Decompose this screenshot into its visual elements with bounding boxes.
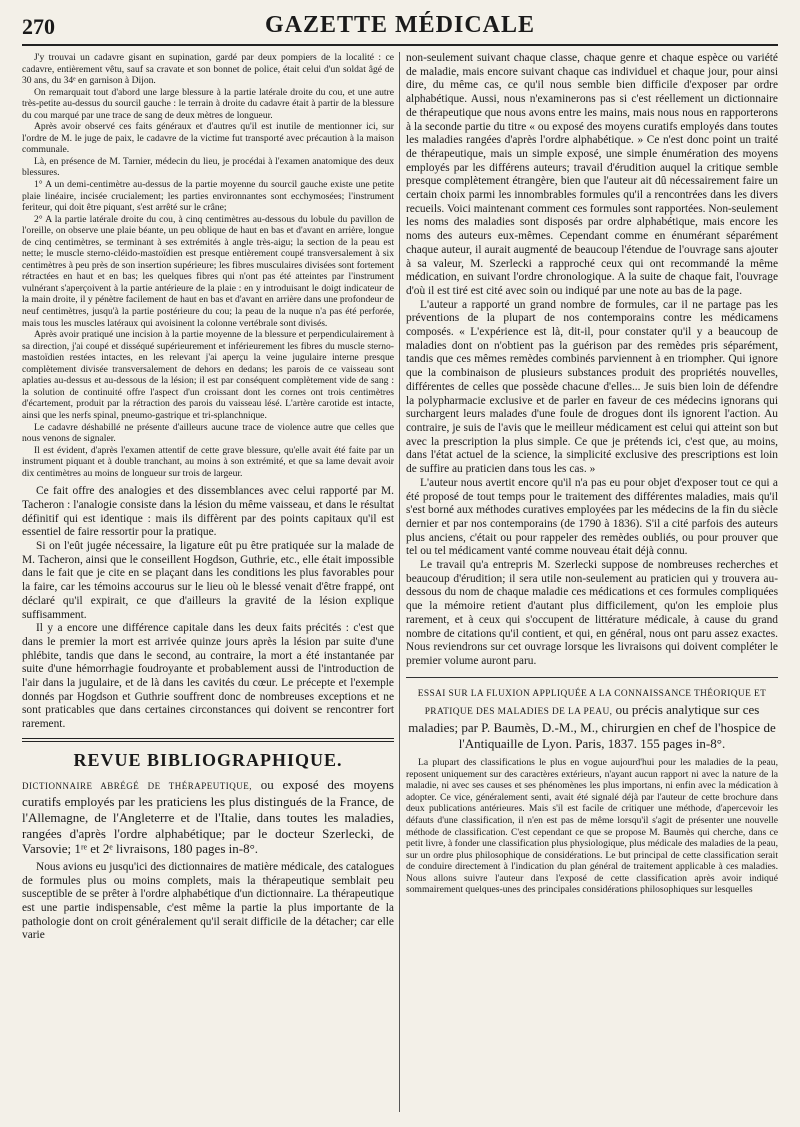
review-paragraph: L'auteur nous avertit encore qu'il n'a pas eu pour objet d'exposer tout ce qui a été proposé de tout temps pour le traitement des différentes maladies, mais qu'il s'est borné aux méthodes curatives employées par les médecins de la fin du siècle dernier et par nos contemporains (de 1790 à 1836). S'il a cité parfois des auteurs plus anciens, c'était ou pour rappeler des remèdes oubliés, ou pour prouver que tel ou tel médicament vanté comme nouveau était déjà connu. bbox=[406, 476, 778, 558]
essay-paragraph: La plupart des classifications le plus en vogue aujourd'hui pour les maladies de la peau, reposent uniquement sur des caractères extérieurs, n'ayant aucun rapport ni avec la nature de la maladie, ni avec ses causes et ses phénomènes les plus importans, ni enfin avec la médication à adopter. Ce vice, généralement senti, avait été signalé déjà par l'auteur de cette brochure dans deux publications antérieures. Mais s'il est facile de critiquer une méthode, d'apercevoir les défauts d'une classification, il n'en est pas de même lorsqu'il s'agit de présenter une nouvelle méthode de classification. C'est cependant ce que se propose M. Baumès qui cherche, dans ce petit livre, à fonder une classification plus physiologique, plus médicale des maladies de la peau, sur un ordre plus philosophique de considérations. Le but principal de cette classification serait de conduire directement à l'indication du plan général de traitement applicable à ces maladies. Nous allons suivre l'auteur dans l'exposé de cette classification après avoir indiqué sommairement quelques-unes des principales considérations philosophiques sur lesquelles bbox=[406, 757, 778, 896]
review-paragraph: non-seulement suivant chaque classe, chaque genre et chaque espèce ou variété de maladie, mais encore suivant chaque cas individuel et chaque jour, pour ainsi dire, du même cas, ce qu'il nous semble bien difficile d'exposer par ordre alphabétique. Aussi, nous n'examinerons pas si c'est réellement un dictionnaire de thérapeutique que nous avons entre les mains, mais nous nous en rapporterons à la seconde partie du titre « ou exposé des moyens curatifs employés dans toutes les maladies rangées d'après l'ordre alphabétique. » Ce n'est donc point un traité de thérapeutique, mais un simple exposé, une simple énumération des moyens employés par les différens auteurs; travail d'érudition auquel la critique semble presque complètement étrangère, bien que l'auteur ait dû nécessairement faire un certain choix parmi les innombrables formules qu'il a rencontrées dans les divers recueils. Voici maintenant comment ces formules sont rapportées. Non-seulement les noms des maladies sont disposés par ordre alphabétique, mais encore les noms des auteurs eux-mêmes. Cependant comme en énumérant séparément chaque auteur, il aurait augmenté de beaucoup l'étendue de l'ouvrage sans ajouter à sa valeur, M. Szerlecki a rapproché ceux qui ont recommandé la même médication, en suivant l'ordre chronologique. A la suite de chaque fait, l'ouvrage d'où il est tiré est cité avec soin ou indiqué par une note au bas de la page. bbox=[406, 52, 778, 297]
essay-title bbox=[406, 684, 778, 752]
right-column bbox=[406, 52, 778, 1112]
review-start bbox=[22, 861, 394, 943]
commentary-paragraph: Ce fait offre des analogies et des dissemblances avec celui rapporté par M. Tacheron : l'analogie consiste dans la lésion du même vaisseau, et dans le résultat définitif qui est identique : mais ils diffèrent par des points capitaux qu'il est essentiel de faire ressortir pour la pratique. bbox=[22, 485, 394, 539]
report-paragraph: On remarquait tout d'abord une large blessure à la partie latérale droite du cou, et une autre très-petite au-dessus du sourcil gauche : le terrain à droite du cadavre était à partir de la blessure du cou marqué par une trace de sang de deux mètres de longueur. bbox=[22, 86, 394, 121]
column-divider bbox=[399, 52, 400, 1112]
book-title-rest: ou exposé des moyens curatifs employés par les praticiens les plus distingués de la France, de l'Allemagne, de l'Angleterre et de l'Italie, dans toutes les maladies, rangées d'après l'ordre alphabétique; par le docteur Szerlecki, de Varsovie; 1ʳᵉ et 2ᵉ livraisons, 180 pages in-8°. bbox=[22, 776, 394, 857]
section-rule bbox=[22, 738, 394, 742]
report-paragraph: Après avoir pratiqué une incision à la partie moyenne de la blessure et perpendiculairement à sa direction, j'ai coupé et disséqué supérieurement et inférieurement les fibres du muscle sterno-mastoïdien restées intactes, en les relevant j'ai aperçu la veine jugulaire interne presque complètement divisée transversalement de dehors en dedans; les parois de ce vaisseau sont aplaties au-dessus et au-dessous de la lésion; il est par conséquent complètement vide de sang : la solution de continuité offre l'aspect d'un croissant dont les cornes ont trois centimètres d'écartement, produit par la rétraction des parois du vaisseau lésé. L'artère carotide est intacte, ainsi que les nerfs spinal, pneumo-gastrique et tri-splanchnique. bbox=[22, 329, 394, 421]
page-number: 270 bbox=[22, 14, 55, 39]
book-title-caps: DICTIONNAIRE ABRÉGÉ DE THÉRAPEUTIQUE, bbox=[22, 780, 252, 791]
running-title: GAZETTE MÉDICALE bbox=[264, 12, 536, 38]
report-paragraph: Après avoir observé ces faits généraux et d'autres qu'il est inutile de mentionner ici, sur l'ordre de M. le juge de paix, le cadavre de la victime fut transporté avec précaution à la maison communale. bbox=[22, 121, 394, 156]
entry-separator bbox=[406, 677, 778, 678]
report-paragraph: J'y trouvai un cadavre gisant en supination, gardé par deux pompiers de la localité : ce cadavre, entièrement vêtu, sauf sa cravate et son bonnet de police, était celui d'un soldat âgé de 30 ans, du 34ᵉ en garnison à Dijon. bbox=[22, 52, 394, 87]
report-paragraph: Là, en présence de M. Tarnier, médecin du lieu, je procédai à l'examen anatomique des deux blessures. bbox=[22, 155, 394, 179]
book-entry-title bbox=[22, 777, 394, 857]
section-title: REVUE BIBLIOGRAPHIQUE. bbox=[73, 749, 343, 770]
commentary-paragraph: Si on l'eût jugée nécessaire, la ligature eût pu être pratiquée sur la malade de M. Tacheron, ainsi que le conseillent Hogdson, Guthrie, etc., elle était impossible dans le fait que je cite en se plaçant dans les conditions les plus favorables pour la faire, car les témoins accourus sur le lieu où le blessé venait d'être frappé, ont déclaré qu'il expirait, ce que d'ailleurs la gravité de la lésion explique suffisamment. bbox=[22, 540, 394, 621]
autopsy-report bbox=[22, 52, 394, 479]
left-column bbox=[22, 52, 394, 1112]
essay-title-caps: ESSAI SUR LA FLUXION APPLIQUÉE A LA CONNAISSANCE THÉORIQUE ET PRATIQUE DES MALADIES DE LA PEAU, bbox=[417, 688, 767, 718]
report-paragraph: 1° A un demi-centimètre au-dessus de la partie moyenne du sourcil gauche existe une petite plaie linéaire, incisée crucialement; les parties environnantes sont ecchymosées; l'instrument feriteur, qui doit être piquant, s'est arrêté sur le crâne; bbox=[22, 179, 394, 214]
review-paragraph: L'auteur a rapporté un grand nombre de formules, car il ne partage pas les préventions de la plupart de nos contemporains contre les médicamens composés. « L'expérience est là, dit-il, pour constater qu'il y a beaucoup de maladies dont on n'obtient pas la guérison par des remèdes pris séparément, tandis que ces mêmes remèdes combinés parviennent à en triompher. Qui ignore que la combinaison de plusieurs substances produit des propriétés nouvelles, différentes de celles que possède chacune d'elles... Je suis bien loin de défendre la polypharmacie exclusive et de parler en faveur de ces médecins ignorans qui surchargent leurs malades d'une foule de drogues dont ils ignorent l'action. Au contraire, je suis de l'avis que le meilleur médicament est celui qui atteint son but avec la prescription la plus simple. Ce que je prétends ici, c'est que, au moins, dans l'état actuel de la science, la simplicité exclusive des prescriptions est loin de suffire au praticien dans tous les cas. » bbox=[406, 298, 778, 476]
essay-review bbox=[406, 757, 778, 896]
report-paragraph: Il est évident, d'après l'examen attentif de cette grave blessure, qu'elle avait été faite par un instrument piquant et à double tranchant, au moins à son extrémité, et que sa lame devait avoir dix centimètres au moins de longueur sur trois de largeur. bbox=[22, 444, 394, 479]
review-paragraph: Le travail qu'a entrepris M. Szerlecki suppose de nombreuses recherches et beaucoup d'érudition; il sera utile non-seulement au praticien qui y trouvera au-dessous du nom de chaque maladie ces médications et ces formules compliquées que la mémoire retient d'autant plus difficilement, qu'on les emploie plus rarement, et à ceux qui s'occupent de littérature médicale, à cause du grand nombre de citations qu'il contient, et qui, en général, nous ont paru assez exactes. Nous reviendrons sur cet ouvrage lorsque les livraisons qui doivent compléter le premier volume auront paru. bbox=[406, 559, 778, 667]
commentary-paragraph: Il y a encore une différence capitale dans les deux faits précités : c'est que dans le premier la mort est arrivée quinze jours après la lésion par suite d'une phlébite, tandis que dans le second, au contraire, la mort a été instantanée par suite d'une hémorrhagie foudroyante et probablement aussi de l'introduction de l'air dans la jugulaire, et de là dans les cavités du cœur. Le précepte et l'exemple donnés par Hogdson et Guthrie souffrent donc de nombreuses exceptions et ne sont praticables que dans certaines circonstances qui doivent se rencontrer fort rarement. bbox=[22, 622, 394, 731]
review-paragraph: Nous avions eu jusqu'ici des dictionnaires de matière médicale, des catalogues de formules plus ou moins complets, mais la thérapeutique semblait peu susceptible de se prêter à l'ordre alphabétique d'un dictionnaire. La thérapeutique est une partie indispensable, c'est même la partie la plus importante de la pathologie dont on croit généralement qu'il serait difficile de la détacher; car elle varie bbox=[22, 860, 394, 942]
report-paragraph: 2° A la partie latérale droite du cou, à cinq centimètres au-dessous du lobule du pavillon de l'oreille, on observe une plaie béante, un peu oblique de haut en bas et d'avant en arrière, longue de cinq centimètres, se terminant à ses extrémités à angle très-aigu; la section de la peau est nette; le muscle sterno-cléido-mastoïdien est presque entièrement coupé transversalement à six centimètres à peu près de son insertion supérieure; les fibres musculaires divisées sont fortement rétractées en haut et en bas; les quelques fibres qui n'ont pas été atteintes par l'instrument vulnérant s'aperçoivent à la partie antérieure de la plaie : en y introduisant le doigt indicateur de la main droite, il y pénètre facilement de haut en bas et d'avant en arrière dans une profondeur de neuf centimètres, jusqu'à la partie postérieure du cou; la peau de la nuque n'a pas été perforée, mais tous les muscles latéraux qui avoisinent la colonne vertébrale sont divisés. bbox=[22, 213, 394, 329]
review-continued bbox=[406, 52, 778, 669]
report-paragraph: Le cadavre déshabillé ne présente d'ailleurs aucune trace de violence autre que celles que nous venons de signaler. bbox=[22, 421, 394, 445]
commentary bbox=[22, 485, 394, 732]
page-header bbox=[22, 10, 778, 46]
essay-title-rest: ou précis analytique sur ces maladies; par P. Baumès, D.-M., M., chirurgien en chef de l'hospice de l'Antiquaille de Lyon. Paris, 1837. 155 pages in-8°. bbox=[408, 702, 776, 751]
columns bbox=[22, 52, 778, 1112]
